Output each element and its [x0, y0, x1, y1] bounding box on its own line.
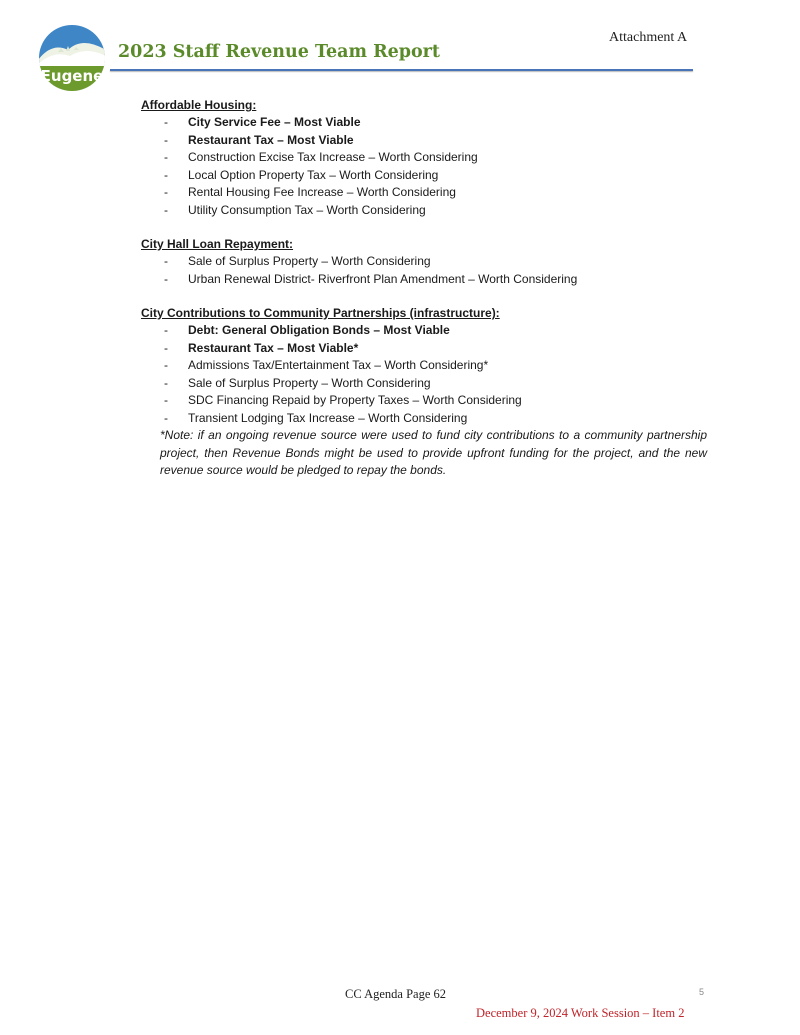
list-item-text: Local Option Property Tax – Worth Considering	[188, 167, 439, 182]
list-item-text: City Service Fee – Most Viable	[188, 115, 361, 129]
list-item-text: Urban Renewal District- Riverfront Plan Amendment – Worth Considering	[188, 271, 578, 286]
list-item	[141, 392, 707, 410]
list-item-text: Construction Excise Tax Increase – Worth Considering	[188, 150, 478, 164]
bullet-dash: -	[164, 323, 168, 337]
report-title: 2023 Staff Revenue Team Report	[118, 42, 440, 62]
section-heading: Affordable Housing:	[141, 98, 257, 112]
eugene-logo	[38, 24, 106, 92]
bullet-dash: -	[164, 393, 168, 407]
list-item-text: Transient Lodging Tax Increase – Worth Considering	[188, 410, 468, 425]
list-item-text: SDC Financing Repaid by Property Taxes – Worth Considering	[188, 393, 522, 407]
bullet-dash: -	[164, 358, 168, 372]
list-item-text: Admissions Tax/Entertainment Tax – Worth Considering*	[188, 358, 489, 372]
section-community-partnerships	[141, 305, 707, 480]
bullet-dash: -	[164, 202, 168, 217]
bullet-dash: -	[164, 167, 168, 182]
bullet-dash: -	[164, 254, 168, 268]
section-heading: City Contributions to Community Partnerships (infrastructure):	[141, 306, 500, 320]
page-number: 5	[699, 987, 705, 997]
list-item	[141, 167, 707, 185]
footnote: *Note: if an ongoing revenue source were used to fund city contributions to a community partnership project, then Revenue Bonds might be used to provide upfront funding for the project, and the new revenue source would be pledged to repay the bonds.	[160, 428, 707, 477]
logo-text: Eugene	[40, 67, 104, 85]
list-item	[141, 149, 707, 167]
bullet-dash: -	[164, 115, 168, 129]
list-item-text: Rental Housing Fee Increase – Worth Considering	[188, 185, 456, 199]
attachment-label: Attachment A	[609, 30, 688, 45]
list-item-text: Sale of Surplus Property – Worth Considering	[188, 254, 431, 268]
section-affordable-housing	[141, 97, 707, 219]
bullet-dash: -	[164, 132, 168, 147]
list-item	[141, 114, 707, 132]
list-item-text: Sale of Surplus Property – Worth Considering	[188, 375, 431, 390]
list-item-text: Utility Consumption Tax – Worth Considering	[188, 202, 426, 217]
bullet-dash: -	[164, 185, 168, 199]
bullet-dash: -	[164, 150, 168, 164]
list-item	[141, 322, 707, 340]
list-item	[141, 340, 707, 358]
list-item-text: Restaurant Tax – Most Viable*	[188, 340, 359, 355]
document-body	[141, 97, 707, 497]
list-item	[141, 271, 707, 289]
bullet-dash: -	[164, 375, 168, 390]
section-city-hall-loan	[141, 236, 707, 288]
list-item	[141, 253, 707, 271]
list-item	[141, 357, 707, 375]
bullet-dash: -	[164, 271, 168, 286]
list-item-text: Debt: General Obligation Bonds – Most Viable	[188, 323, 450, 337]
work-session-label: December 9, 2024 Work Session – Item 2	[476, 1006, 685, 1020]
list-item	[141, 375, 707, 393]
list-item-text: Restaurant Tax – Most Viable	[188, 132, 354, 147]
bullet-dash: -	[164, 340, 168, 355]
bullet-dash: -	[164, 410, 168, 425]
header-rule	[110, 69, 693, 71]
list-item	[141, 132, 707, 150]
list-item	[141, 184, 707, 202]
list-item	[141, 202, 707, 220]
section-heading: City Hall Loan Repayment:	[141, 237, 294, 251]
list-item	[141, 410, 707, 428]
agenda-page-label: CC Agenda Page 62	[345, 987, 447, 1001]
